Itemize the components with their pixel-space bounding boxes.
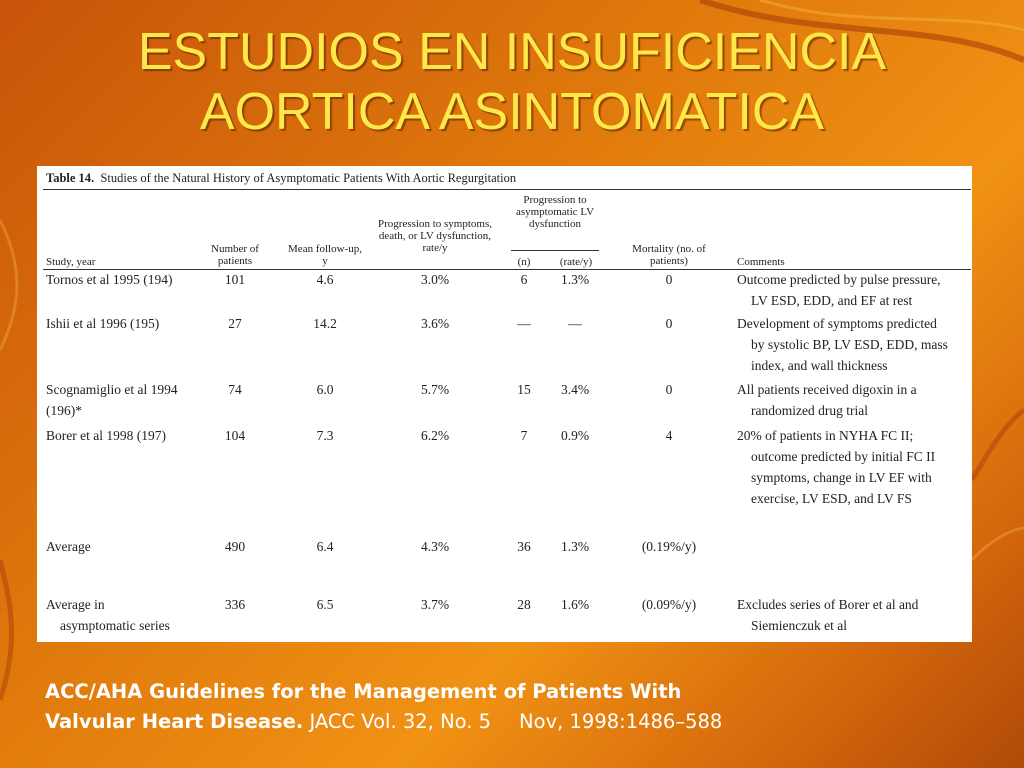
header-lv-n: (n) xyxy=(517,256,531,268)
row6-number: 336 xyxy=(224,597,246,612)
citation-title-line1: ACC/AHA Guidelines for the Management of Patients With xyxy=(45,680,682,703)
header-lv-rate: (rate/y) xyxy=(559,256,593,268)
citation-footer xyxy=(45,677,1005,737)
row5-progression: 4.3% xyxy=(420,539,450,554)
row3-comments xyxy=(737,379,969,421)
row2-lv-n: — xyxy=(517,316,531,331)
row1-comments xyxy=(737,269,969,311)
row6-lv-n: 28 xyxy=(517,597,531,612)
row3-mortality: 0 xyxy=(665,382,673,397)
table-image-panel xyxy=(37,166,972,642)
row4-comment-line1: 20% of patients in NYHA FC II; xyxy=(737,428,914,443)
row6-comments xyxy=(737,594,969,636)
row1-number: 101 xyxy=(224,272,246,287)
header-lv-underline xyxy=(511,250,599,251)
row6-followup: 6.5 xyxy=(316,597,334,612)
table-top-rule xyxy=(43,189,971,190)
row2-lv-rate: — xyxy=(568,316,582,331)
header-lv-group: Progression to asymptomatic LV dysfunction xyxy=(515,194,595,230)
row3-comment-rest: randomized drug trial xyxy=(751,403,868,418)
row5-study: Average xyxy=(46,539,91,554)
slide-title-line1: ESTUDIOS EN INSUFICIENCIA xyxy=(137,23,887,81)
header-mortality: Mortality (no. of patients) xyxy=(632,243,706,267)
row5-number: 490 xyxy=(224,539,246,554)
row2-progression: 3.6% xyxy=(420,316,450,331)
row1-mortality: 0 xyxy=(665,272,673,287)
row5-followup: 6.4 xyxy=(316,539,334,554)
row6-study xyxy=(46,594,170,636)
row4-lv-rate: 0.9% xyxy=(560,428,590,443)
row5-lv-rate: 1.3% xyxy=(560,539,590,554)
row4-mortality: 4 xyxy=(665,428,673,443)
citation-title-line2: Valvular Heart Disease. xyxy=(45,710,304,733)
row3-study-line2: (196)* xyxy=(46,403,82,418)
header-followup: Mean follow-up, y xyxy=(288,243,362,267)
row2-comments xyxy=(737,313,965,376)
row3-progression: 5.7% xyxy=(420,382,450,397)
row6-study-line1: Average in xyxy=(46,597,105,612)
citation-date: Nov, 1998:1486–588 xyxy=(519,710,723,733)
row2-study: Ishii et al 1996 (195) xyxy=(46,316,160,331)
row4-comment-rest: outcome predicted by initial FC II symptoms, change in LV EF with exercise, LV ESD, and LV FS xyxy=(751,449,936,506)
table-label: Table 14. xyxy=(46,171,95,185)
row3-number: 74 xyxy=(228,382,242,397)
row1-followup: 4.6 xyxy=(316,272,334,287)
row2-mortality: 0 xyxy=(665,316,673,331)
row4-lv-n: 7 xyxy=(520,428,528,443)
row6-lv-rate: 1.6% xyxy=(560,597,590,612)
row1-progression: 3.0% xyxy=(420,272,450,287)
row6-progression: 3.7% xyxy=(420,597,450,612)
row4-number: 104 xyxy=(224,428,246,443)
row1-lv-n: 6 xyxy=(520,272,528,287)
row2-followup: 14.2 xyxy=(313,316,337,331)
row6-study-line2: asymptomatic series xyxy=(60,618,170,633)
slide-title xyxy=(0,22,1024,142)
slide-title-line2: AORTICA ASINTOMATICA xyxy=(199,83,825,141)
row1-lv-rate: 1.3% xyxy=(560,272,590,287)
row3-comment-line1: All patients received digoxin in a xyxy=(737,382,917,397)
row4-study: Borer et al 1998 (197) xyxy=(46,428,166,443)
row2-comment-line1: Development of symptoms predicted xyxy=(737,316,937,331)
row4-comments xyxy=(737,425,955,509)
row3-lv-rate: 3.4% xyxy=(560,382,590,397)
table-caption-text: Studies of the Natural History of Asymptomatic Patients With Aortic Regurgitation xyxy=(100,171,517,185)
header-comments: Comments xyxy=(737,256,785,268)
row6-comment-rest: Siemienczuk et al xyxy=(751,618,847,633)
row1-study: Tornos et al 1995 (194) xyxy=(46,272,173,287)
row6-mortality: (0.09%/y) xyxy=(641,597,697,612)
row1-comment-line1: Outcome predicted by pulse pressure, xyxy=(737,272,941,287)
header-study: Study, year xyxy=(46,256,96,268)
row5-lv-n: 36 xyxy=(517,539,531,554)
row3-study-line1: Scognamiglio et al 1994 xyxy=(46,382,178,397)
header-number: Number of patients xyxy=(211,243,259,267)
row2-number: 27 xyxy=(228,316,242,331)
row4-progression: 6.2% xyxy=(420,428,450,443)
citation-journal: JACC Vol. 32, No. 5 xyxy=(309,710,492,733)
table-caption xyxy=(46,171,516,186)
row3-study xyxy=(46,379,178,421)
row3-lv-n: 15 xyxy=(517,382,531,397)
header-progression: Progression to symptoms, death, or LV dysfunction, rate/y xyxy=(378,218,492,254)
row3-followup: 6.0 xyxy=(316,382,334,397)
row2-comment-rest: by systolic BP, LV ESD, EDD, mass index, and wall thickness xyxy=(751,337,948,373)
row4-followup: 7.3 xyxy=(316,428,334,443)
row1-comment-rest: LV ESD, EDD, and EF at rest xyxy=(751,293,913,308)
row6-comment-line1: Excludes series of Borer et al and xyxy=(737,597,919,612)
row5-mortality: (0.19%/y) xyxy=(641,539,697,554)
